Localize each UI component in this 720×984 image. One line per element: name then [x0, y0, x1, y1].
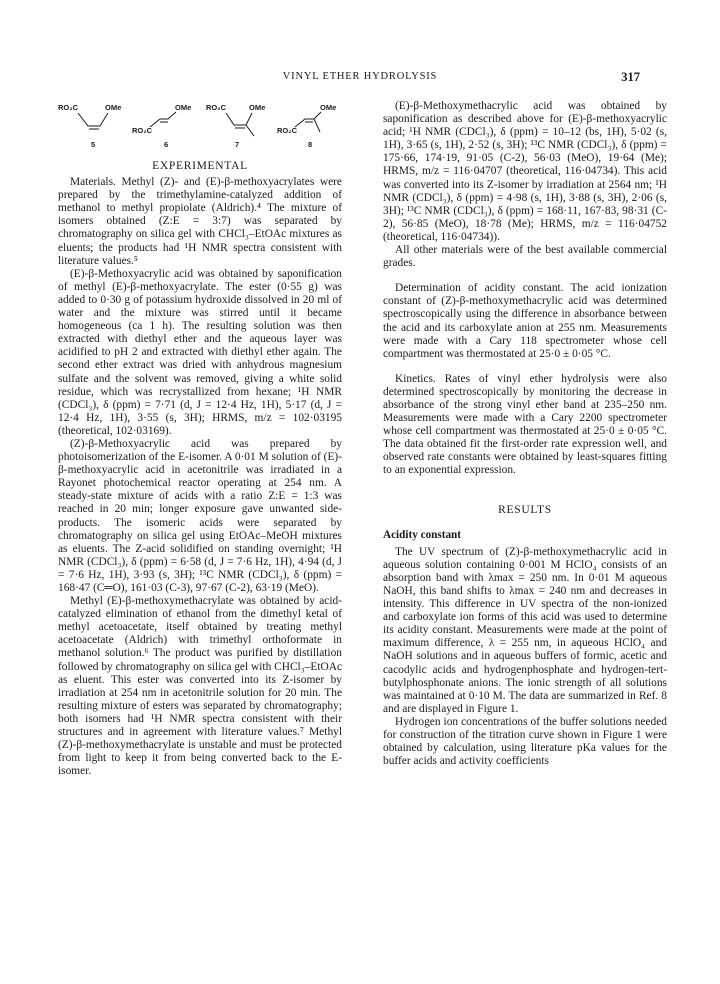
s7-ome-label: OMe [249, 103, 266, 112]
methacrylate-paragraph: Methyl (E)-β-methoxymethacrylate was obtained by acid-catalyzed elimination of ethanol from the dimethyl ketal of methyl acetoacetate, itself obtained by treating methyl acetoacetate (Aldrich) with trimethyl orthoformate in methanol solution.⁶ The product was purified by distillation followed by chromatography on silica gel with CHCl₃–EtOAc as eluent. This ester was converted into its Z-isomer by irradiation at 254 nm in acetonitrile solution for 20 min. The resulting mixture of esters was separated by chromatography; both isomers had ¹H NMR spectra consistent with their structures and in agreement with literature values.⁷ Methyl (Z)-β-methoxymethacrylate is unstable and must be protected from light to keep it from being converted back to the E-isomer. [58, 595, 342, 778]
structures-figure [58, 100, 342, 152]
page-header [0, 71, 720, 87]
other-materials-paragraph: All other materials were of the best available commercial grades. [383, 244, 667, 270]
e-acid-paragraph: (E)-β-Methoxyacrylic acid was obtained by saponification of methyl (E)-β-methoxyacrylate. The ester (0·55 g) was added to 0·30 g of potassium hydroxide dissolved in 20 ml of water and the mixture was stirred until it became homogeneous (ca 1 h). The resulting solution was then extracted with diethyl ether and the aqueous layer was acidified to pH 2 and extracted with diethyl ether again. The second ether extract was dried with anhydrous magnesium sulfate and the solvent was removed, giving a white solid residue, which was recrystallized from hexane; ¹H NMR (CDCl₃), δ (ppm) = 7·71 (d, J = 12·4 Hz, 1H), 5·17 (d, J = 12·4 Hz, 1H), 3·55 (s, 3H); HRMS, m/z = 102·03195 (theoretical, 102·03169). [58, 267, 342, 437]
acidity-determination-paragraph: Determination of acidity constant. The acid ionization constant of (Z)-β-methoxymethacrylic acid was determined spectroscopically using the difference in absorbance between the acid and its carboxylate anion at 255 nm. Measurements were made with a Cary 118 spectrometer whose cell compartment was thermostated at 25·0 ± 0·05 °C. [383, 282, 667, 360]
right-column [383, 100, 667, 768]
hydrogen-ion-paragraph: Hydrogen ion concentrations of the buffer solutions needed for construction of the titration curve shown in Figure 1 were obtained by calculation, using literature pKa values for the buffer acids and activity coefficients [383, 715, 667, 768]
z-acid-paragraph: (Z)-β-Methoxyacrylic acid was prepared by photoisomerization of the E-isomer. A 0·01 M solution of (E)-β-methoxyacrylic acid in acetonitrile was irradiated in a Rayonet photochemical reactor operating at 254 nm. A steady-state mixture of acids with a ratio Z:E = 1:3 was reached in 20 min; longer exposure gave unwanted side-products. The isomeric acids were separated by chromatography on silica gel using EtOAc–MeOH mixtures as eluents. The Z-acid solidified on standing overnight; ¹H NMR (CDCl₃), δ (ppm) = 6·58 (d, J = 7·6 Hz, 1H), 4·94 (d, J = 7·6 Hz, 1H), 3·93 (s, 3H); ¹³C NMR (CDCl₃), δ (ppm) = 168·47 (C═O), 161·03 (C-3), 97·67 (C-2), 63·19 (MeO). [58, 437, 342, 594]
running-head: VINYL ETHER HYDROLYSIS [282, 71, 438, 82]
s6-number: 6 [164, 140, 169, 149]
vinyl-ether-structures [58, 100, 348, 152]
materials-paragraph: Materials. Methyl (Z)- and (E)-β-methoxyacrylates were prepared by the trimethylamine-catalyzed addition of methanol to methyl propiolate (Aldrich).⁴ The mixture of isomers obtained (Z:E = 3:7) was separated by chromatography on silica gel with CHCl₃–EtOAc mixtures as eluents; the products had ¹H NMR spectra consistent with literature values.⁵ [58, 176, 342, 267]
s5-ome-label: OMe [105, 103, 122, 112]
s6-bonds [150, 112, 176, 127]
s7-ester-label: RO₂C [206, 103, 226, 112]
s7-methyl-bond [246, 125, 254, 136]
s8-number: 8 [308, 140, 313, 149]
structure-6 [132, 103, 191, 149]
s7-bonds [226, 113, 252, 125]
left-column [58, 100, 342, 778]
structure-5 [58, 103, 121, 149]
s6-ester-label: RO₂C [132, 126, 152, 135]
s8-ome-label: OMe [320, 103, 337, 112]
s5-bonds [78, 113, 108, 126]
acidity-constant-subheading: Acidity constant [383, 528, 462, 541]
s8-methyl-bond [314, 119, 320, 132]
s8-ester-label: RO₂C [277, 126, 297, 135]
results-heading: RESULTS [498, 503, 552, 516]
s6-ome-label: OMe [175, 103, 192, 112]
s5-ester-label: RO₂C [58, 103, 78, 112]
kinetics-paragraph: Kinetics. Rates of vinyl ether hydrolysis were also determined spectroscopically by monitoring the decrease in absorbance of the strong vinyl ether band at 235–250 nm. Measurements were made with a Cary 2200 spectrometer whose cell compartment was thermostated at 25·0 ± 0·05 °C. The data obtained fit the first-order rate expression well, and observed rate constants were obtained by least-squares fitting to an exponential expression. [383, 372, 667, 477]
methacrylic-acid-paragraph: (E)-β-Methoxymethacrylic acid was obtained by saponification as described above for (E)-β-methoxyacrylic acid; ¹H NMR (CDCl₃), δ (ppm) = 10–12 (bs, 1H), 5·02 (s, 1H), 3·65 (s, 1H), 2·52 (s, 3H); ¹³C NMR (CDCl₃), δ (ppm) = 175·66, 174·19, 91·05 (C-2), 56·03 (MeO), 19·64 (Me); HRMS, m/z = 116·04707 (theoretical, 116·04734). This acid was converted into its Z-isomer by irradiation at 2564 nm; ¹H NMR (CDCl₃), δ (ppm) = 4·98 (s, 1H), 3·88 (s, 3H), 2·06 (s, 3H); ¹³C NMR (CDCl₃), δ (ppm) = 168·11, 167·83, 98·31 (C-2), 56·85 (MeO), 18·78 (Me); HRMS, m/z = 116·04752 (theoretical, 116·04734)). [383, 100, 667, 243]
structure-7 [206, 103, 265, 149]
experimental-heading: EXPERIMENTAL [152, 160, 248, 172]
page-number: 317 [621, 70, 640, 84]
s5-number: 5 [91, 140, 96, 149]
uv-spectrum-paragraph: The UV spectrum of (Z)-β-methoxymethacrylic acid in aqueous solution containing 0·001 M HClO₄ consists of an absorption band with λmax = 250 nm. In 0·01 M aqueous NaOH, this band shifts to λmax = 240 nm and decreases in intensity. This difference in UV spectra of the non-ionized and carboxylate ion forms of this acid was used to determine its acidity constant. Measurements were made at the point of maximum difference, λ = 255 nm, in aqueous HClO₄ and NaOH solutions and in aqueous buffers of formic, acetic and cacodylic acids and hydrogenphosphate and hydrogen-tert-butylphosphonate anions. The ionic strength of all solutions was maintained at 0·10 M. The data are summarized in Ref. 8 and are displayed in Figure 1. [383, 545, 667, 715]
s7-number: 7 [235, 140, 240, 149]
structure-8 [277, 103, 336, 149]
